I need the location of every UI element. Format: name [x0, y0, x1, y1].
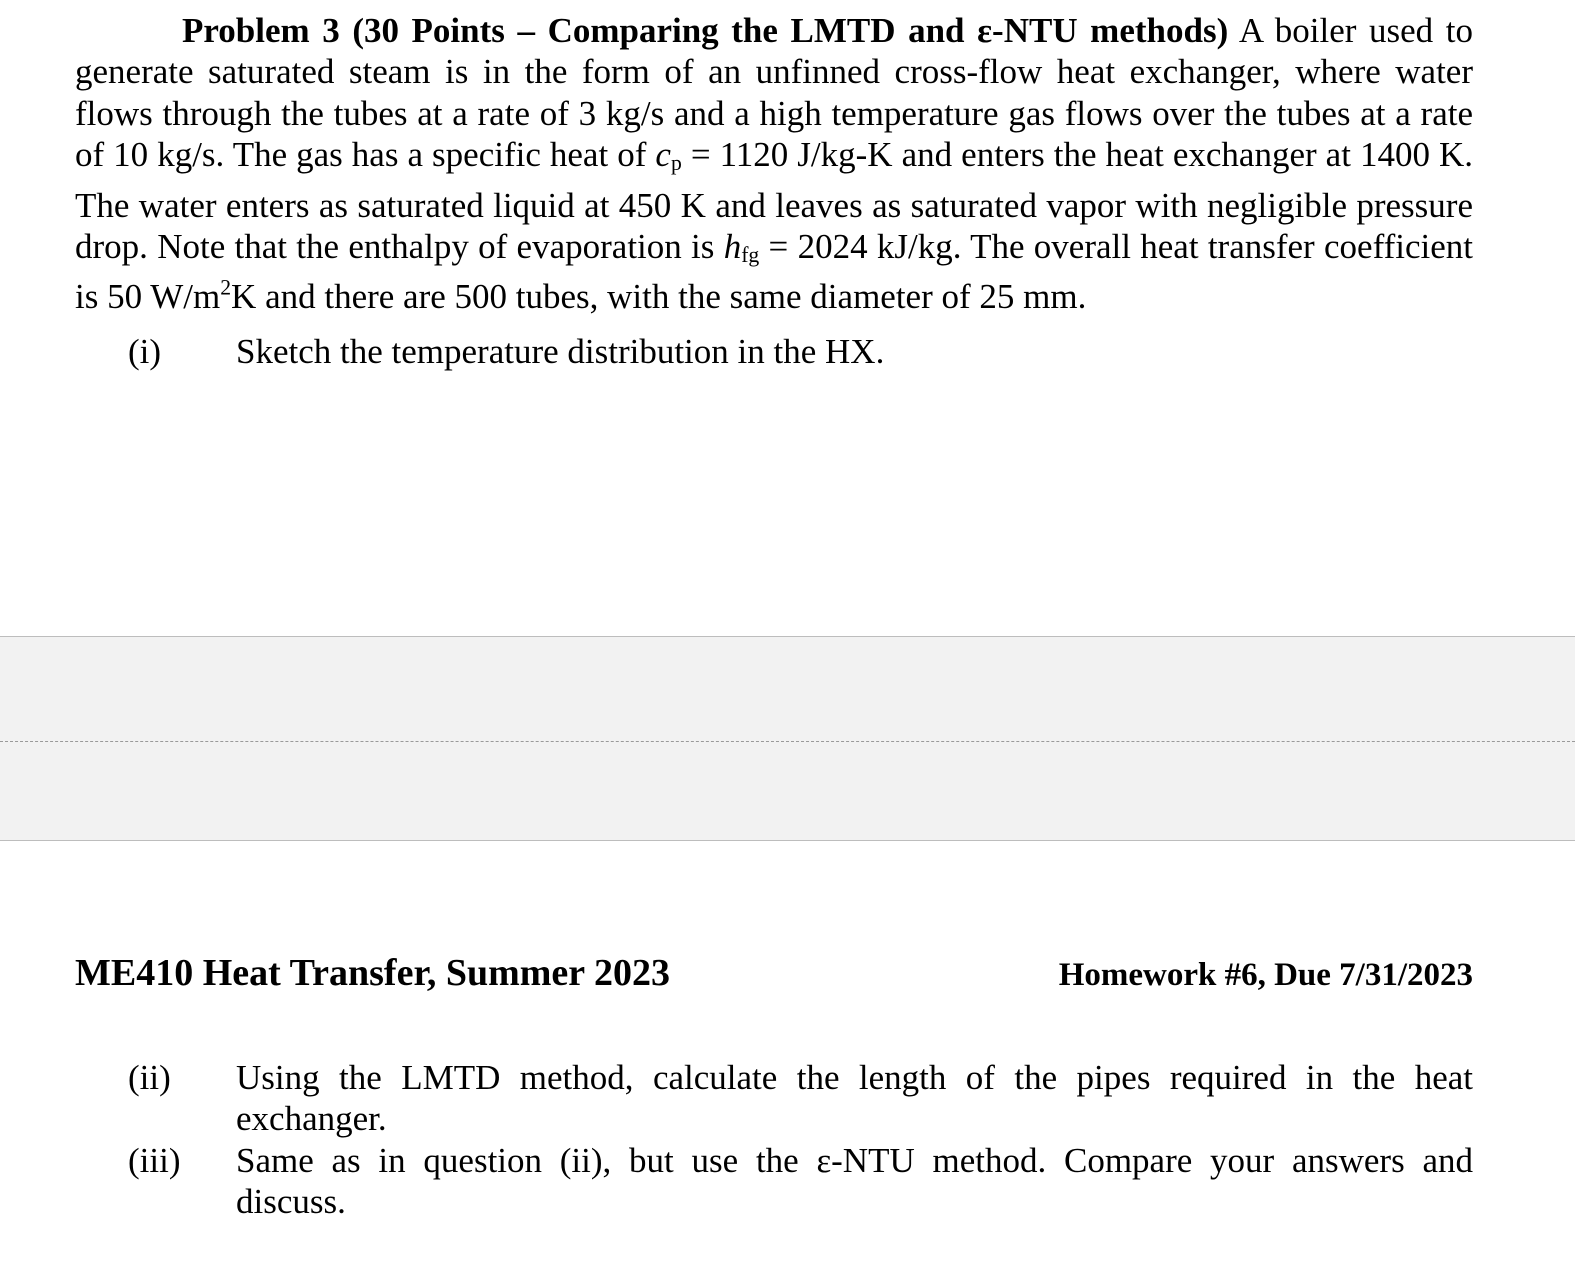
problem-statement: [75, 10, 1473, 318]
problem-title: Problem 3 (30 Points – Comparing the LMTD and ε-NTU methods): [182, 11, 1229, 50]
squared-superscript: 2: [220, 275, 232, 300]
question-ii: [75, 1057, 1473, 1140]
homework-header: Homework #6, Due 7/31/2023: [1058, 957, 1473, 993]
question-iii: [75, 1140, 1473, 1223]
question-text: Same as in question (ii), but use the ε-NTU method. Compare your answers and discuss.: [236, 1141, 1473, 1222]
problem-text-part1: A boiler used to generate saturated steam is in the form of an unfinned cross-flow heat exchanger, where water flows through the tubes at a rate of 3 kg/s and a high temperature gas flows over the tubes at a rate of 10 kg/s. The gas has a specific heat of: [75, 11, 1473, 175]
page-break: [0, 636, 1575, 841]
question-number: (iii): [128, 1141, 181, 1180]
cp-symbol: c: [655, 135, 671, 175]
problem-text-part2: = 1120 J/kg-K and enters the heat exchanger at 1400 K. The water enters as saturated liquid at 450 K and leaves as saturated vapor with negligible pressure drop. Note that the enthalpy of evaporation is: [75, 135, 1474, 266]
course-header: ME410 Heat Transfer, Summer 2023: [75, 952, 670, 994]
question-text: Sketch the temperature distribution in the HX.: [236, 332, 885, 371]
question-text: Using the LMTD method, calculate the length of the pipes required in the heat exchanger.: [236, 1058, 1473, 1139]
problem-text-part4: K and there are 500 tubes, with the same diameter of 25 mm.: [231, 277, 1087, 317]
cp-subscript: p: [670, 151, 682, 176]
question-number: (ii): [128, 1058, 171, 1097]
hfg-symbol: h: [723, 226, 742, 266]
problem-text-part3: = 2024 kJ/kg. The overall heat transfer coefficient is 50 W/m: [75, 226, 1473, 317]
page-break-dashed-line: [0, 741, 1575, 742]
hfg-subscript: fg: [741, 242, 760, 267]
question-number: (i): [128, 332, 162, 371]
question-i: [75, 331, 1473, 372]
